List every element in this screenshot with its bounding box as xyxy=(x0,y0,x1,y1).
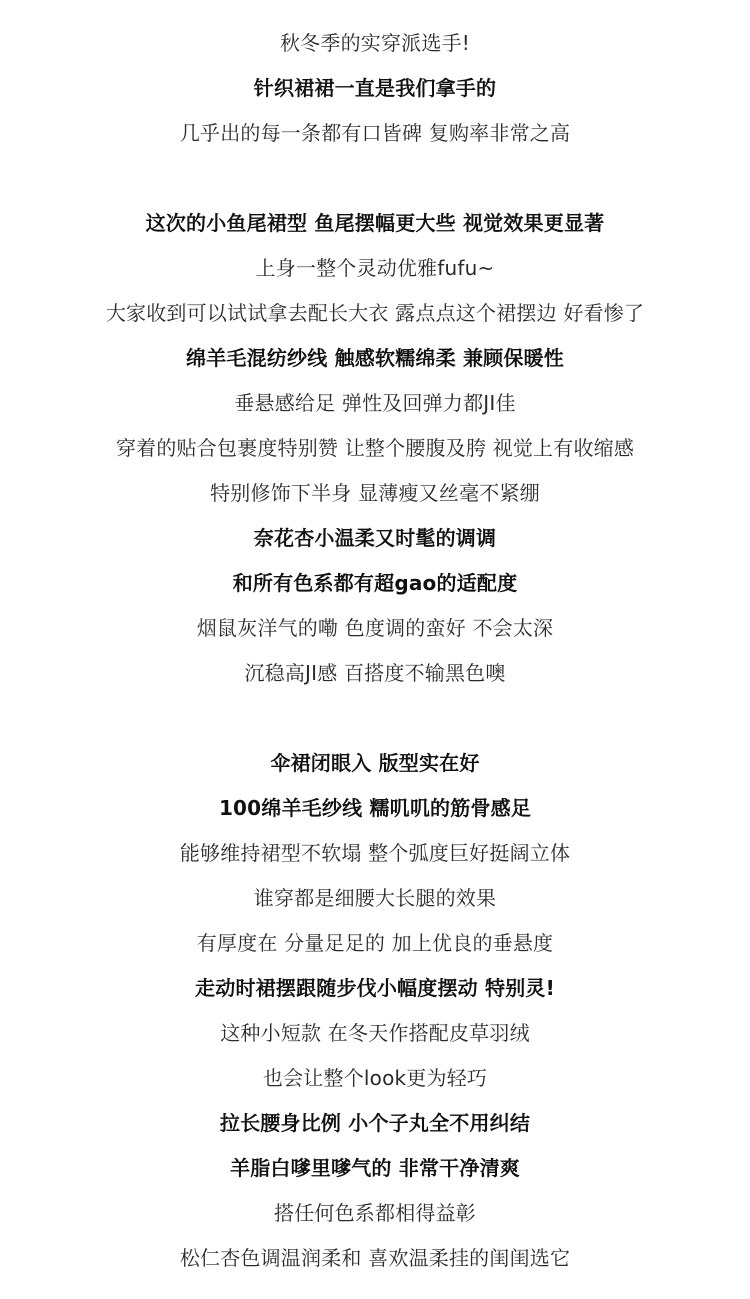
text-line-emphasis: 伞裙闭眼入 版型实在好 xyxy=(270,751,480,775)
text-line: 这种小短款 在冬天作搭配皮草羽绒 xyxy=(220,1021,530,1045)
text-line: 能够维持裙型不软塌 整个弧度巨好挺阔立体 xyxy=(179,841,571,865)
text-line-emphasis: 绵羊毛混纺纱线 触感软糯绵柔 兼顾保暖性 xyxy=(186,346,564,370)
description-section-umbrella-skirt xyxy=(0,741,750,1281)
section-spacer xyxy=(0,696,750,741)
text-line: 沉稳高JI感 百搭度不输黑色噢 xyxy=(244,661,506,685)
text-line: 秋冬季的实穿派选手! xyxy=(279,31,471,55)
text-line: 大家收到可以试试拿去配长大衣 露点点这个裙摆边 好看惨了 xyxy=(105,301,645,325)
text-line: 特别修饰下半身 显薄瘦又丝毫不紧绷 xyxy=(210,481,540,505)
text-line: 也会让整个look更为轻巧 xyxy=(262,1066,488,1090)
text-line-emphasis: 针织裙裙一直是我们拿手的 xyxy=(253,76,497,100)
text-line: 有厚度在 分量足足的 加上优良的垂悬度 xyxy=(196,931,554,955)
text-line: 松仁杏色调温润柔和 喜欢温柔挂的闺闺选它 xyxy=(179,1246,571,1270)
text-line-emphasis: 拉长腰身比例 小个子丸全不用纠结 xyxy=(219,1111,531,1135)
text-line: 谁穿都是细腰大长腿的效果 xyxy=(253,886,497,910)
text-line-emphasis: 100绵羊毛纱线 糯叽叽的筋骨感足 xyxy=(218,796,532,820)
text-line: 垂悬感给足 弹性及回弹力都JI佳 xyxy=(234,391,516,415)
text-line: 上身一整个灵动优雅fufu~ xyxy=(255,256,495,280)
text-line-emphasis: 这次的小鱼尾裙型 鱼尾摆幅更大些 视觉效果更显著 xyxy=(145,211,605,235)
section-spacer xyxy=(0,156,750,201)
description-section-fishtail-skirt xyxy=(0,201,750,696)
text-line-emphasis: 奈花杏小温柔又时髦的调调 xyxy=(253,526,497,550)
text-line-emphasis: 羊脂白嗲里嗲气的 非常干净清爽 xyxy=(230,1156,520,1180)
description-section-intro xyxy=(0,21,750,156)
text-line: 穿着的贴合包裹度特别赞 让整个腰腹及胯 视觉上有收缩感 xyxy=(115,436,635,460)
text-line: 几乎出的每一条都有口皆碑 复购率非常之高 xyxy=(179,121,571,145)
text-line-emphasis: 和所有色系都有超gao的适配度 xyxy=(232,571,518,595)
text-line-emphasis: 走动时裙摆跟随步伐小幅度摆动 特别灵! xyxy=(195,976,555,1000)
text-line: 烟鼠灰洋气的嘞 色度调的蛮好 不会太深 xyxy=(196,616,554,640)
text-line: 搭任何色系都相得益彰 xyxy=(274,1201,476,1225)
